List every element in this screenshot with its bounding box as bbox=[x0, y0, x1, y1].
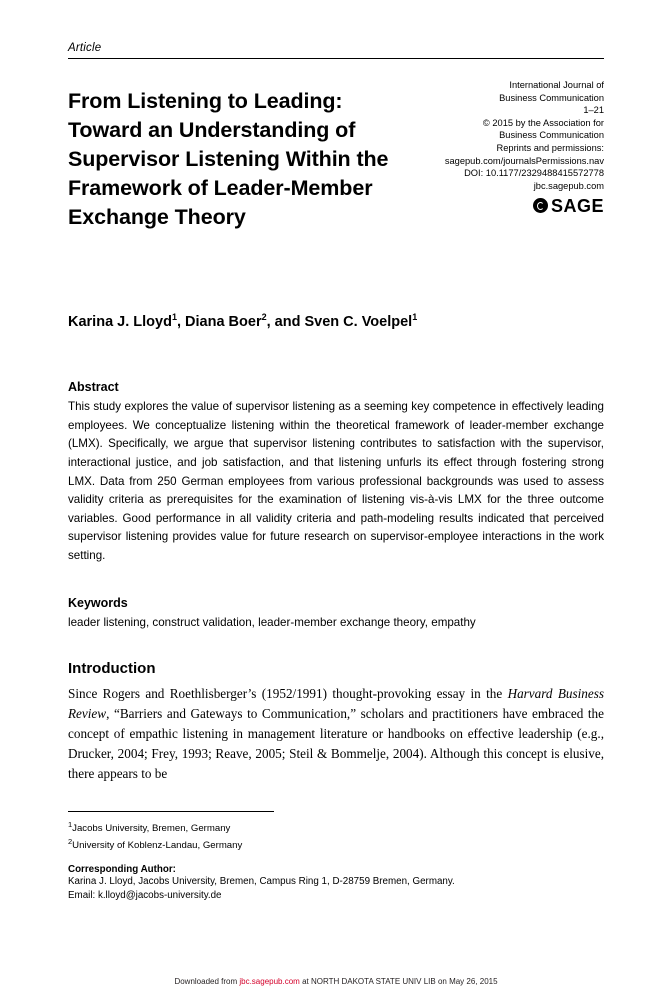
corresponding-author-heading: Corresponding Author: bbox=[68, 863, 176, 875]
imprint-line-8[interactable]: jbc.sagepub.com bbox=[533, 180, 604, 191]
imprint-line-0: International Journal of bbox=[509, 80, 604, 90]
author-name-1: Diana Boer bbox=[185, 314, 262, 331]
affiliation-marker-1: 2 bbox=[68, 837, 73, 847]
footnote-divider bbox=[68, 811, 274, 812]
imprint-line-7: DOI: 10.1177/2329488415572778 bbox=[464, 168, 604, 179]
author-list bbox=[68, 312, 604, 330]
download-suffix: at NORTH DAKOTA STATE UNIV LIB on May 26, 2015 bbox=[299, 977, 498, 986]
journal-imprint bbox=[414, 77, 604, 216]
imprint-line-4: Business Communication bbox=[499, 130, 604, 141]
sage-logo bbox=[414, 195, 604, 216]
author-sep-0: , bbox=[176, 314, 186, 331]
download-source-link[interactable]: jbc.sagepub.com bbox=[239, 977, 300, 986]
imprint-line-3: © 2015 by the Association for bbox=[482, 117, 604, 128]
sage-wordmark: SAGE bbox=[550, 195, 604, 216]
affiliation-1 bbox=[68, 835, 604, 853]
abstract-text: This study explores the value of supervisor listening as a seeming key competence in effectively leading employees. We conceptualize listening within the theoretical framework of leader-member exchange (LMX). Specifically, we argue that supervisor listening contributes to satisfaction with the supervisor, interactional justice, and job satisfaction, and that listening unfurls its effect through fostering strong LMX. Data from 250 German employees from various professional backgrounds was used to assess validity criteria as prerequisites for the examination of listening vis-à-vis LMX for the three outcome variables. Good performance in all validity criteria and path-modeling results indicated that perceived supervisor listening provides value for future research on supervisor-employee interactions in the work setting. bbox=[68, 400, 604, 562]
page-title: From Listening to Leading: Toward an Understanding of Supervisor Listening Within the Framework of Leader-Member Exchange Theory bbox=[68, 89, 389, 229]
keywords-text: leader listening, construct validation, leader-member exchange theory, empathy bbox=[68, 615, 476, 629]
affiliation-marker-0: 1 bbox=[68, 819, 73, 829]
author-name-2: Sven C. Voelpel bbox=[304, 314, 413, 331]
imprint-line-5: Reprints and permissions: bbox=[496, 142, 604, 153]
author-sep-1: , and bbox=[266, 314, 305, 331]
corresponding-author-address: Karina J. Lloyd, Jacobs University, Bremen, Campus Ring 1, D-28759 Bremen, Germany. bbox=[68, 875, 455, 887]
author-affil-marker-1: 2 bbox=[261, 312, 267, 323]
running-head bbox=[68, 42, 604, 58]
author-affil-marker-2: 1 bbox=[412, 312, 418, 323]
download-bar bbox=[0, 977, 672, 986]
article-type-label: Article bbox=[68, 42, 102, 54]
intro-text-pre: Since Rogers and Roethlisberger’s (1952/1991) thought-provoking essay in the bbox=[68, 685, 508, 701]
intro-journal-title: Harvard Business Review bbox=[68, 685, 604, 721]
header-divider bbox=[68, 58, 604, 59]
affiliation-text-0: Jacobs University, Bremen, Germany bbox=[72, 822, 231, 834]
intro-text-post: , “Barriers and Gateways to Communication,” scholars and practitioners have embraced the concept of empathic listening in management literature or handbooks on effective leadership (e.g., Drucker, 2004; Frey, 1993; Reave, 2005; Steil & Bommelje, 2004). Although this concept is elusive, there appears to be bbox=[68, 705, 604, 782]
imprint-line-2: 1–21 bbox=[583, 105, 604, 116]
download-prefix: Downloaded from bbox=[174, 977, 240, 986]
imprint-line-6: sagepub.com/journalsPermissions.nav bbox=[444, 155, 604, 166]
author-affil-marker-0: 1 bbox=[171, 312, 177, 323]
imprint-line-1: Business Communication bbox=[499, 92, 604, 103]
author-name-0: Karina J. Lloyd bbox=[68, 314, 172, 331]
corresponding-author-email[interactable]: Email: k.lloyd@jacobs-university.de bbox=[68, 889, 222, 901]
affiliation-0 bbox=[68, 818, 604, 836]
sage-mark-icon bbox=[533, 198, 548, 213]
introduction-paragraph bbox=[68, 684, 604, 785]
introduction-heading: Introduction bbox=[68, 659, 156, 677]
affiliation-text-1: University of Koblenz-Landau, Germany bbox=[72, 840, 243, 852]
abstract-heading: Abstract bbox=[68, 380, 119, 395]
title-block bbox=[68, 77, 604, 246]
keywords-heading: Keywords bbox=[68, 595, 128, 610]
